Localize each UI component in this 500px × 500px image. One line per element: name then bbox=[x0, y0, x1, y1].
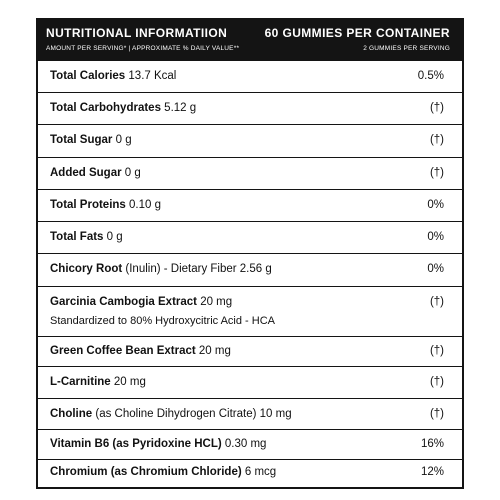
nutrient-name: Total Sugar bbox=[50, 134, 113, 146]
nutrient-label bbox=[50, 263, 272, 275]
serving-subtitle: AMOUNT PER SERVING* | APPROXIMATE % DAILY VALUE** bbox=[46, 45, 240, 52]
nutrient-name: Total Fats bbox=[50, 231, 104, 243]
nutrient-label bbox=[50, 70, 176, 82]
nutrient-label bbox=[50, 466, 276, 478]
nutrient-name: Green Coffee Bean Extract bbox=[50, 345, 196, 357]
daily-value: 0% bbox=[427, 231, 444, 243]
nutrient-label bbox=[50, 376, 146, 388]
nutrient-row bbox=[38, 222, 462, 254]
nutrient-name: Vitamin B6 (as Pyridoxine HCL) bbox=[50, 438, 222, 450]
nutrient-row bbox=[38, 93, 462, 125]
nutrient-amount: 13.7 Kcal bbox=[125, 70, 177, 82]
nutrient-amount: 20 mg bbox=[197, 296, 233, 308]
nutrient-amount: 0 g bbox=[103, 231, 123, 243]
nutrient-label bbox=[50, 408, 292, 420]
nutrient-name: L-Carnitine bbox=[50, 376, 111, 388]
serving-size: 2 GUMMIES PER SERVING bbox=[363, 45, 450, 52]
daily-value: 0.5% bbox=[417, 70, 444, 82]
nutrient-amount: 0 g bbox=[121, 167, 141, 179]
nutrient-amount: 6 mcg bbox=[241, 466, 277, 478]
panel-title: NUTRITIONAL INFORMATIION bbox=[46, 26, 228, 40]
nutrient-label bbox=[50, 167, 141, 179]
daily-value: (†) bbox=[429, 345, 444, 357]
panel-header bbox=[36, 18, 464, 61]
nutrient-amount: (as Choline Dihydrogen Citrate) 10 mg bbox=[92, 408, 292, 420]
nutrient-row bbox=[38, 367, 462, 399]
daily-value: (†) bbox=[429, 167, 444, 179]
daily-value: 0% bbox=[427, 263, 444, 275]
daily-value: (†) bbox=[429, 376, 444, 388]
nutrient-label bbox=[50, 345, 231, 357]
nutrient-label bbox=[50, 296, 232, 308]
daily-value: 12% bbox=[420, 466, 444, 478]
nutrient-label bbox=[50, 438, 266, 450]
daily-value: (†) bbox=[429, 408, 444, 420]
nutrient-name: Added Sugar bbox=[50, 167, 122, 179]
nutrient-name: Chicory Root bbox=[50, 263, 123, 275]
nutrient-label bbox=[50, 199, 161, 211]
daily-value: (†) bbox=[429, 296, 444, 308]
nutrient-name: Garcinia Cambogia Extract bbox=[50, 296, 197, 308]
nutrient-name: Choline bbox=[50, 408, 93, 420]
daily-value: 16% bbox=[420, 438, 444, 450]
nutrient-name: Total Calories bbox=[50, 70, 126, 82]
nutrient-row bbox=[38, 61, 462, 93]
nutrient-row bbox=[38, 158, 462, 190]
nutrient-amount: 0 g bbox=[112, 134, 132, 146]
nutrient-amount: 20 mg bbox=[195, 345, 231, 357]
nutrient-row bbox=[38, 125, 462, 158]
nutrient-amount: 0.10 g bbox=[125, 199, 161, 211]
nutrient-name: Total Proteins bbox=[50, 199, 126, 211]
container-count: 60 GUMMIES PER CONTAINER bbox=[264, 26, 450, 40]
nutrient-note: Standardized to 80% Hydroxycitric Acid - HCA bbox=[50, 315, 275, 327]
nutrient-name: Chromium (as Chromium Chloride) bbox=[50, 466, 242, 478]
daily-value: (†) bbox=[429, 134, 444, 146]
nutrient-row bbox=[38, 430, 462, 460]
nutrient-row bbox=[38, 190, 462, 222]
nutrient-row bbox=[38, 287, 462, 337]
nutrient-label bbox=[50, 231, 123, 243]
nutrient-row bbox=[38, 337, 462, 367]
nutrition-panel bbox=[36, 18, 464, 489]
nutrient-name: Total Carbohydrates bbox=[50, 102, 161, 114]
daily-value: (†) bbox=[429, 102, 444, 114]
daily-value: 0% bbox=[427, 199, 444, 211]
nutrient-amount: 5.12 g bbox=[160, 102, 197, 114]
nutrient-row bbox=[38, 254, 462, 287]
nutrient-amount: 20 mg bbox=[110, 376, 146, 388]
nutrient-label bbox=[50, 134, 132, 146]
nutrient-amount: 0.30 mg bbox=[221, 438, 267, 450]
nutrient-row bbox=[38, 399, 462, 430]
nutrient-row bbox=[38, 460, 462, 487]
nutrient-amount: (Inulin) - Dietary Fiber 2.56 g bbox=[122, 263, 272, 275]
nutrient-table bbox=[36, 61, 464, 489]
nutrient-label bbox=[50, 102, 196, 114]
